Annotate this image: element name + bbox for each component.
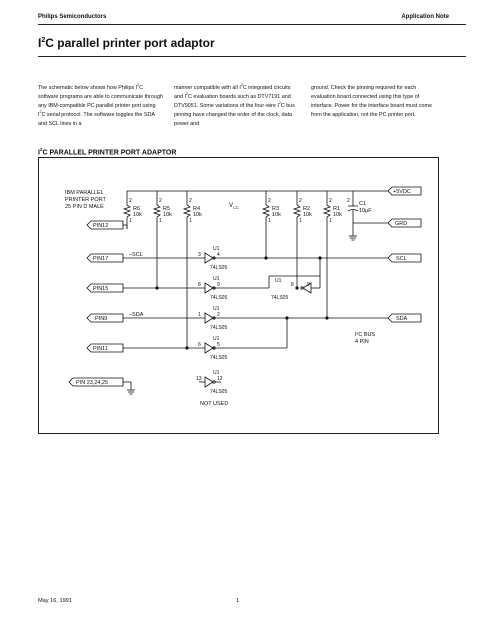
svg-text:2: 2 [299,198,302,204]
svg-text:1: 1 [129,218,132,224]
svg-text:R6: R6 [133,206,141,212]
svg-text:74LS05: 74LS05 [210,295,228,301]
svg-text:10k: 10k [133,212,142,218]
footer-date: May 16, 1991 [38,598,72,604]
sda-net-label: –SDA [129,312,144,318]
bus-label-line2: 4 PIN [355,339,369,345]
svg-text:PIN15: PIN15 [93,286,109,292]
header-company: Philips Semiconductors [38,14,107,20]
svg-text:74LS05: 74LS05 [210,325,228,331]
port-label-line3: 25 PIN D MALE [65,204,104,210]
svg-text:1: 1 [299,218,302,224]
svg-text:GRD: GRD [395,221,408,227]
svg-text:V: V [229,203,234,209]
svg-text:2: 2 [189,198,192,204]
svg-text:1: 1 [329,218,332,224]
vcc-label [229,203,239,210]
svg-text:74LS05: 74LS05 [271,295,289,301]
body-column-3: ground. Check the pinning required for each evaluation board connected using this type of interface. Power for the interface board must come from the application, not the PC printer port. [311,85,433,118]
pin11-label [87,344,123,352]
schematic-frame [38,157,439,434]
pin15-label [87,284,123,292]
svg-text:R5: R5 [163,206,171,212]
resistor-r6 [124,191,142,229]
svg-text:10k: 10k [163,212,172,218]
svg-text:9: 9 [217,282,220,288]
buffer-u1-6-5 [198,336,227,361]
svg-text:1: 1 [159,218,162,224]
svg-text:5: 5 [217,342,220,348]
svg-text:8: 8 [198,282,201,288]
svg-text:74LS05: 74LS05 [210,265,228,271]
resistor-r1 [324,191,342,318]
svg-text:+5VDC: +5VDC [393,189,411,195]
pin17-label [87,254,123,262]
svg-text:PIN17: PIN17 [93,256,109,262]
svg-text:C1: C1 [359,201,367,207]
section-title: $I^2C$ PARALLEL PRINTER PORT ADAPTOR [38,147,177,157]
svg-text:SDA: SDA [396,316,408,322]
svg-text:13: 13 [196,376,202,382]
svg-text:2: 2 [159,198,162,204]
pin9-label [87,314,123,322]
resistor-r2 [294,191,312,288]
svg-text:10k: 10k [193,212,202,218]
svg-text:10k: 10k [303,212,312,218]
footer-page-number: 1 [236,598,240,604]
header-rule-top [38,24,466,25]
svg-text:R1: R1 [333,206,341,212]
pin23-25-label [69,378,135,394]
port-label-line1: IBM PARALLEL [65,190,104,196]
svg-text:10k: 10k [272,212,281,218]
svg-text:10k: 10k [333,212,342,218]
label-scl [388,254,421,262]
scl-net-label: –SCL [129,252,143,258]
svg-text:8: 8 [291,282,294,288]
capacitor-c1 [347,191,372,240]
svg-text:12: 12 [217,376,223,382]
svg-text:74LS05: 74LS05 [210,389,228,395]
svg-text:1: 1 [198,312,201,318]
svg-text:3: 3 [198,252,201,258]
svg-text:R3: R3 [272,206,280,212]
svg-text:2: 2 [329,198,332,204]
svg-text:1: 1 [268,218,271,224]
svg-text:U1: U1 [213,306,220,312]
buffer-u1-1-2 [198,306,227,331]
svg-text:2: 2 [268,198,271,204]
body-column-2: manner compatible with all $I^2C$ integrated circuits and $I^2C$ evaluation boards such as DTV7191 and DTV9051. Some variations of the four-wire $I^2C$ bus pinning have changed the order of the clock, data power and [174,83,295,127]
body-column-1: The schematic below shows how Philips $I^2C$ software programs are able to communicate through any IBM-compatible PC parallel printer port using $I^2C$ serial protocol. The software toggles the SDA and SCL lines in a [38,83,163,127]
label-grd [388,219,421,227]
svg-text:PIN 23,24,25: PIN 23,24,25 [76,380,109,386]
svg-text:74LS05: 74LS05 [210,355,228,361]
buffer-u1-9-8 [271,278,311,301]
port-label-line2: PRINTER PORT [65,197,106,203]
pin12-label [87,221,127,229]
svg-text:10µF: 10µF [359,208,372,214]
header-doc-type: Application Note [401,14,449,20]
svg-text:R4: R4 [193,206,201,212]
not-used-label: NOT USED [200,401,229,407]
svg-text:U1: U1 [213,276,220,282]
svg-text:R2: R2 [303,206,311,212]
svg-text:2: 2 [217,312,220,318]
header-rule-bottom [38,56,466,57]
svg-text:2: 2 [129,198,132,204]
buffer-u1-3-4 [198,246,227,271]
svg-text:U1: U1 [275,278,282,284]
svg-text:CC: CC [233,205,239,210]
buffer-u1-13-12 [196,370,227,395]
svg-text:4: 4 [217,252,220,258]
svg-text:SCL: SCL [396,256,407,262]
bus-label-line1: I²C BUS [355,332,376,338]
svg-text:PIN12: PIN12 [93,223,109,229]
resistor-r4 [184,191,202,348]
svg-text:9: 9 [307,282,310,288]
svg-text:PIN11: PIN11 [93,346,108,352]
svg-text:PIN9: PIN9 [95,316,108,322]
buffer-u1-8-9 [198,276,227,301]
svg-text:2: 2 [347,198,350,204]
resistor-r5 [154,191,172,288]
page-title: $I^2C$ parallel printer port adaptor [38,36,215,50]
svg-text:1: 1 [189,218,192,224]
svg-text:U1: U1 [213,336,220,342]
svg-text:6: 6 [198,342,201,348]
resistor-r3 [263,191,281,258]
svg-text:U1: U1 [213,370,220,376]
label-sda [388,314,421,322]
label-5vdc [388,187,421,195]
svg-text:U1: U1 [213,246,220,252]
schematic-diagram [39,158,438,433]
